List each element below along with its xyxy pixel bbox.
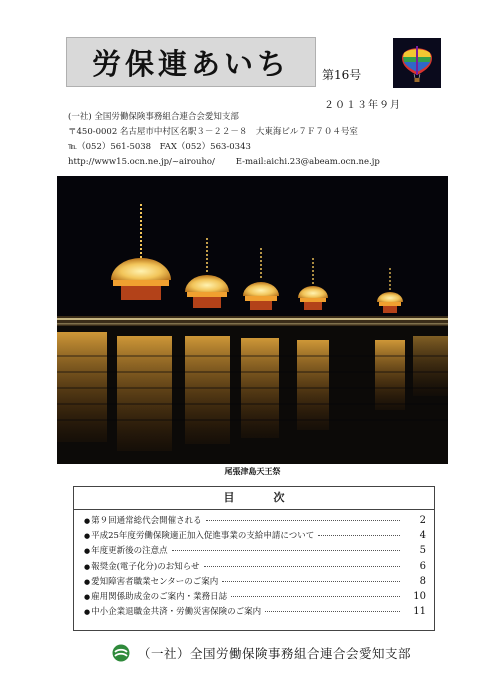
hot-air-balloon-icon bbox=[393, 38, 441, 88]
bullet-icon: ● bbox=[84, 547, 91, 556]
bullet-icon: ● bbox=[84, 577, 91, 586]
toc-item-title: 雇用関係助成金のご案内・業務日誌 bbox=[91, 591, 228, 602]
toc-item[interactable] bbox=[74, 560, 434, 575]
toc-item[interactable] bbox=[74, 529, 434, 544]
toc-item-page: 11 bbox=[413, 606, 426, 618]
cover-photo bbox=[57, 176, 448, 464]
toc-item[interactable] bbox=[74, 605, 434, 620]
toc-item-title: 平成25年度労働保険適正加入促進事業の支給申請について bbox=[91, 531, 315, 542]
masthead-title: 労保連あいち bbox=[91, 46, 290, 81]
bullet-icon: ● bbox=[84, 517, 91, 525]
toc-heading: 目 次 bbox=[74, 487, 434, 510]
footer-organization: （一社）全国労働保険事務組合連合会愛知支部 bbox=[138, 646, 412, 661]
leader-dots bbox=[206, 520, 400, 521]
masthead bbox=[66, 37, 316, 87]
toc-item-title: 報奨金(電子化分)のお知らせ bbox=[91, 561, 200, 572]
leader-dots bbox=[318, 535, 400, 536]
toc-item-page: 5 bbox=[419, 545, 426, 557]
website-link[interactable]: http://www15.ocn.ne.jp/~airouho/ bbox=[68, 157, 215, 167]
footer bbox=[112, 643, 411, 663]
association-logo-icon bbox=[112, 644, 130, 662]
leader-dots bbox=[172, 550, 400, 551]
organization-name: (一社) 全国労働保険事務組合連合会愛知支部 bbox=[68, 112, 239, 122]
leader-dots bbox=[222, 581, 400, 582]
toc-item-page: 6 bbox=[419, 560, 426, 572]
bullet-icon: ● bbox=[84, 592, 91, 601]
issue-date: ２０１３年９月 bbox=[324, 100, 401, 111]
toc-item-page: 2 bbox=[419, 515, 426, 526]
contact-block bbox=[68, 110, 448, 170]
postal-address: 〒450-0002 名古屋市中村区名駅３－２２－８ 大東海ビル７Ｆ７０４号室 bbox=[68, 127, 358, 137]
toc-item-title: 中小企業退職金共済・労働災害保険のご案内 bbox=[91, 607, 262, 618]
leader-dots bbox=[231, 596, 400, 597]
toc-item-page: 8 bbox=[419, 575, 426, 587]
leader-dots bbox=[204, 566, 401, 567]
toc-item-page: 4 bbox=[419, 530, 426, 542]
bullet-icon: ● bbox=[84, 562, 91, 571]
bullet-icon: ● bbox=[84, 608, 91, 617]
table-of-contents bbox=[73, 486, 435, 631]
toc-item-page: 10 bbox=[413, 590, 426, 602]
leader-dots bbox=[265, 611, 400, 612]
phone-fax: ℡（052）561-5038 FAX（052）563-0343 bbox=[68, 142, 251, 152]
toc-item[interactable] bbox=[74, 514, 434, 529]
toc-item-title: 年度更新後の注意点 bbox=[91, 546, 168, 557]
toc-item[interactable] bbox=[74, 575, 434, 590]
toc-item[interactable] bbox=[74, 544, 434, 559]
toc-item-title: 第９回通常総代会開催される bbox=[91, 516, 202, 526]
toc-item-title: 愛知障害者職業センターのご案内 bbox=[91, 576, 219, 587]
photo-caption: 尾張津島天王祭 bbox=[224, 467, 281, 476]
toc-item[interactable] bbox=[74, 590, 434, 605]
email-link[interactable]: E-mail:aichi.23@abeam.ocn.ne.jp bbox=[235, 157, 380, 167]
toc-list bbox=[74, 510, 434, 620]
bullet-icon: ● bbox=[84, 532, 91, 541]
issue-number: 第16号 bbox=[322, 68, 362, 82]
